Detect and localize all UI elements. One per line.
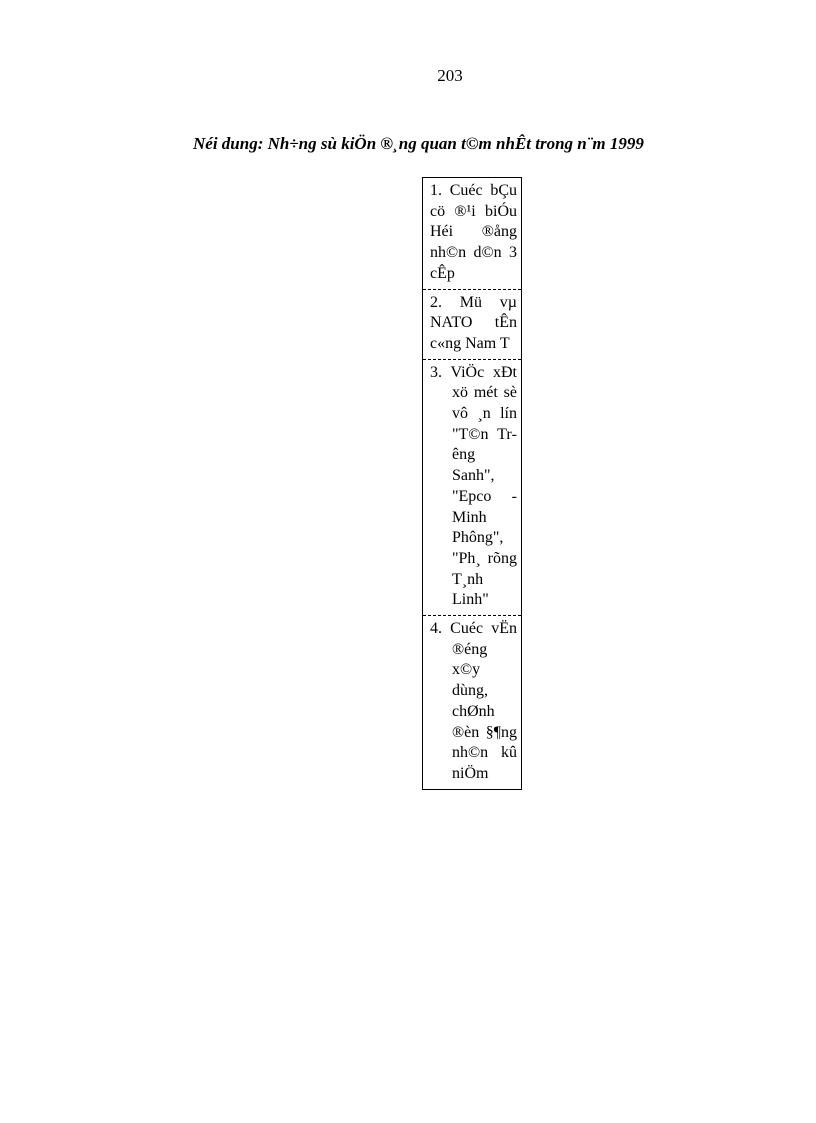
table-cell-3: 3. ViÖc xÐt xö mét sè vô ¸n lín "T©n Trêng Sanh", "Epco - Minh Phông", "Ph¸ rõng T¸nh Linh"	[423, 359, 521, 615]
table-cell-2: 2. Mü vµ NATO tÊn c«ng Nam T	[423, 289, 521, 359]
page-heading: Néi dung: Nh÷ng sù kiÖn ®¸ng quan t©m nhÊt trong n¨m 1999	[193, 134, 644, 153]
events-table	[422, 177, 522, 790]
table-cell-4: 4. Cuéc vËn ®éng x©y dùng, chØnh ®èn §¶ng nh©n kû niÖm	[423, 615, 521, 789]
page-number: 203	[437, 66, 463, 85]
table-cell-1: 1. Cuéc bÇu cö ®¹i biÓu Héi ®ång nh©n d©n 3 cÊp	[430, 182, 517, 282]
